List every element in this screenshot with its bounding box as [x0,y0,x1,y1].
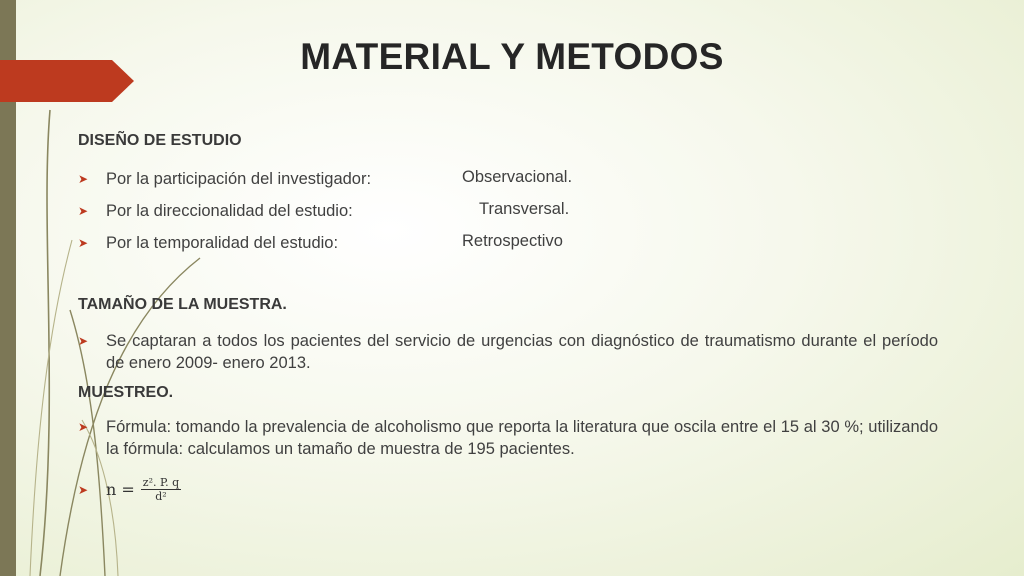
section-heading-sampling: MUESTREO. [78,384,174,401]
section-heading-sample-size: TAMAÑO DE LA MUESTRA. [78,296,287,313]
arrow-bullet-icon: ➤ [78,172,89,186]
arrow-bullet-icon: ➤ [78,420,89,434]
sample-size-paragraph [78,330,938,374]
design-row-value: Observacional. [462,168,573,186]
design-row-label: Por la direccionalidad del estudio: [106,202,353,220]
formula-lhs: n = [106,480,135,499]
formula-row [78,476,181,503]
sample-size-formula [106,476,181,503]
sampling-paragraph [78,416,938,460]
slide-title: MATERIAL Y METODOS [300,36,724,77]
arrow-bullet-icon: ➤ [78,334,89,348]
arrow-bullet-icon: ➤ [78,236,89,250]
design-row-label: Por la participación del investigador: [106,170,372,188]
design-row-directionality [78,200,353,222]
design-row-participation [78,168,371,190]
design-row-value: Retrospectivo [462,232,563,250]
formula-denominator: d² [155,490,167,503]
formula-fraction [141,476,181,503]
sampling-text: Fórmula: tomando la prevalencia de alcoholismo que reporta la literatura que oscila entre el 15 al 30 %; utilizando la fórmula: calculamos un tamaño de muestra de 195 pacientes. [106,418,938,458]
design-row-temporality [78,232,338,254]
sample-size-text: Se captaran a todos los pacientes del servicio de urgencias con diagnóstico de traumatismo durante el período de enero 2009- enero 2013. [106,332,938,372]
arrow-bullet-icon: ➤ [78,482,89,497]
section-heading-design: DISEÑO DE ESTUDIO [78,132,242,149]
design-row-label: Por la temporalidad del estudio: [106,234,339,252]
arrow-bullet-icon: ➤ [78,204,89,218]
design-row-value: Transversal. [479,200,570,218]
formula-numerator: z². P. q [142,476,180,489]
